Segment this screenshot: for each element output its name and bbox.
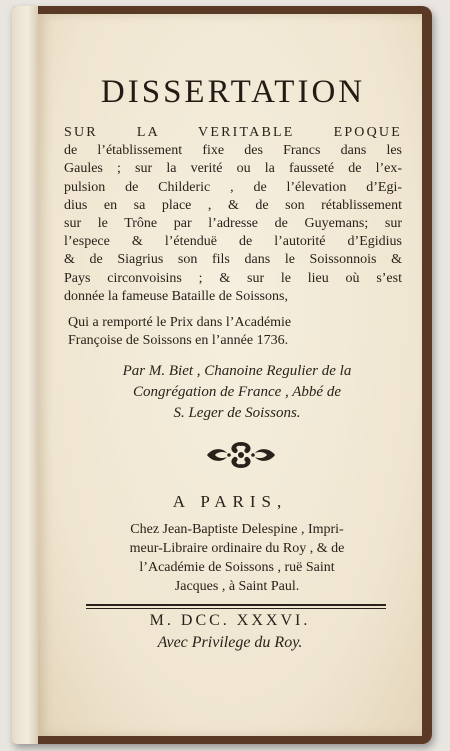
subtitle-line: dius en sa place , & de son rétablissement	[64, 197, 402, 213]
title-page	[38, 14, 422, 736]
privilege-line: Avec Privilege du Roy.	[157, 634, 303, 651]
prize-statement	[68, 314, 402, 350]
publisher-line: meur-Libraire ordinaire du Roy , & de	[129, 541, 345, 556]
author-line: S. Leger de Soissons.	[173, 405, 301, 421]
subtitle-line: Gaules ; sur la verité ou la fausseté de l’ex-	[64, 161, 402, 177]
book	[12, 6, 432, 744]
subtitle-block	[64, 124, 402, 306]
publisher-line: Jacques , à Saint Paul.	[174, 579, 300, 594]
publisher-line: l’Académie de Soissons , ruë Saint	[139, 560, 335, 575]
page-edge	[12, 6, 38, 744]
author-line: Congrégation de France , Abbé de	[132, 384, 341, 400]
imprint-place: A PARIS,	[172, 492, 288, 511]
subtitle-line: donnée la fameuse Bataille de Soissons,	[64, 288, 288, 304]
page-title: DISSERTATION	[100, 74, 366, 110]
prize-line: Françoise de Soissons en l’année 1736.	[68, 333, 289, 348]
divider-rule	[86, 604, 386, 606]
divider-rule	[86, 608, 386, 609]
subtitle-line: pulsion de Childeric , de l’élevation d’Egi-	[64, 179, 402, 195]
subtitle-line: l’espece & l’étenduë de l’autorité d’Egidius	[64, 234, 402, 250]
imprint-year: M. DCC. XXXVI.	[149, 612, 311, 629]
subtitle-line: sur le Trône par l’adresse de Guyemans; sur	[64, 216, 402, 232]
prize-line: Qui a remporté le Prix dans l’Académie	[68, 315, 292, 330]
printer-ornament-icon	[203, 438, 279, 472]
author-block	[72, 361, 402, 424]
subtitle-line: de l’établissement fixe des Francs dans les	[64, 143, 402, 159]
publisher-block	[66, 520, 408, 596]
publisher-line: Chez Jean-Baptiste Delespine , Impri-	[130, 522, 344, 537]
subtitle-line: & de Siagrius son fils dans le Soissonnois &	[64, 252, 402, 268]
author-line: Par M. Biet , Chanoine Regulier de la	[122, 363, 352, 379]
subtitle-line: Pays circonvoisins ; & sur le lieu où s’est	[64, 270, 402, 286]
subtitle-line: SUR LA VERITABLE EPOQUE	[64, 125, 402, 140]
